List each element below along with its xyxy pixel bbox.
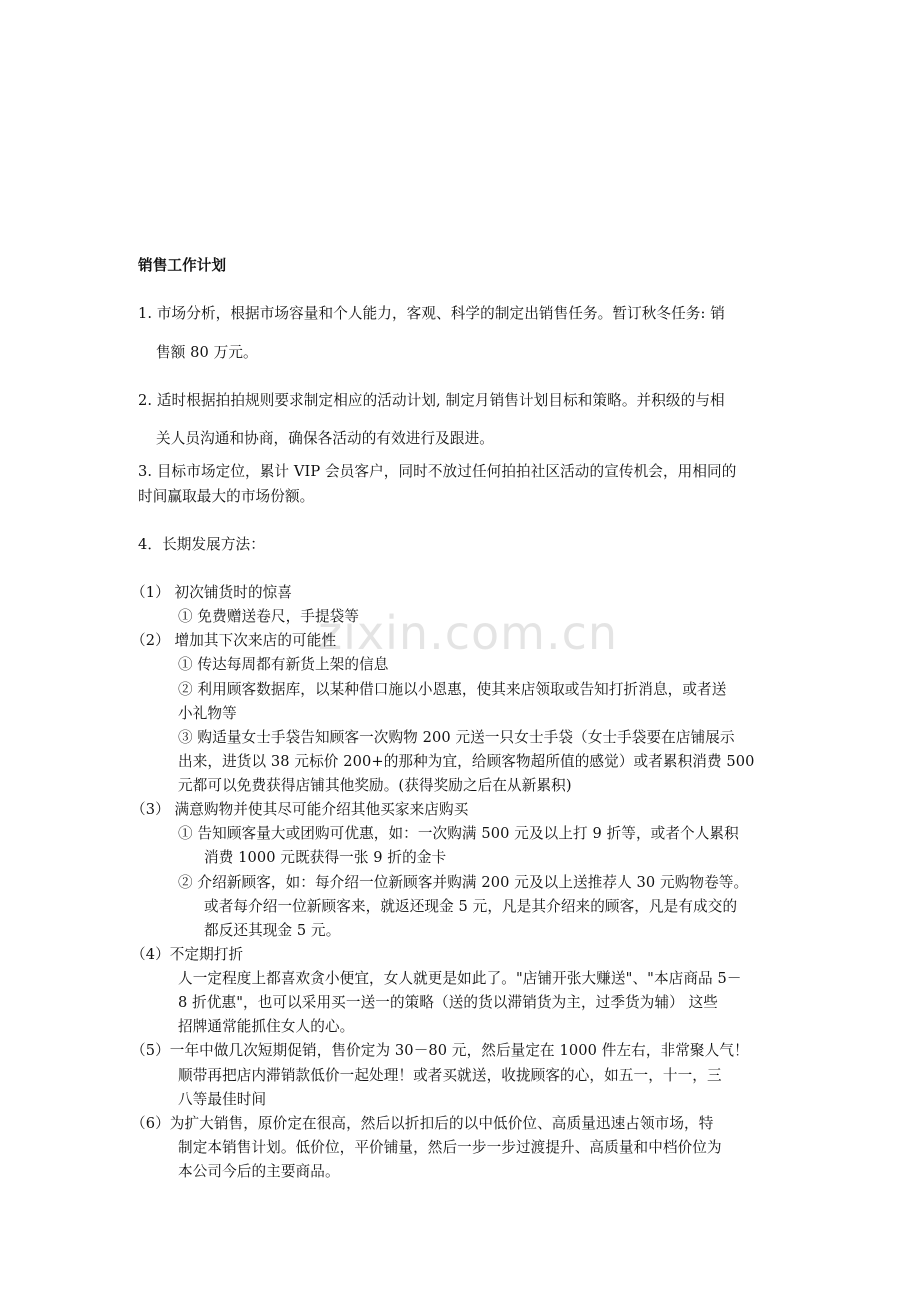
- list-item: （2） 增加其下次来店的可能性: [131, 632, 337, 649]
- list-item: 出来，进货以 38 元标价 200+的那种为宜，给顾客物超所值的感觉）或者累积消费 500: [178, 753, 755, 770]
- paragraph-line: 关人员沟通和协商，确保各活动的有效进行及跟进。: [156, 430, 494, 447]
- list-item: （5）一年中做几次短期促销，售价定为 30－80 元，然后量定在 1000 件左右，非常聚人气！: [131, 1042, 749, 1059]
- list-item: （4）不定期打折: [131, 946, 244, 963]
- list-item: 八等最佳时间: [178, 1091, 267, 1108]
- list-item: ① 告知顾客量大或团购可优惠，如：一次购满 500 元及以上打 9 折等，或者个人累积: [178, 825, 739, 842]
- list-item: 小礼物等: [178, 705, 237, 722]
- list-item: （6）为扩大销售，原价定在很高，然后以折扣后的以中低价位、高质量迅速占领市场，特: [131, 1115, 714, 1132]
- list-item: ① 传达每周都有新货上架的信息: [178, 656, 389, 673]
- watermark: zixin.com.cn: [318, 606, 619, 660]
- list-item: 制定本销售计划。低价位，平价铺量，然后一步一步过渡提升、高质量和中档价位为: [178, 1139, 722, 1156]
- document-title: 销售工作计划: [138, 257, 227, 274]
- paragraph-line: 1. 市场分析，根据市场容量和个人能力，客观、科学的制定出销售任务。暂订秋冬任务: 销: [138, 305, 725, 322]
- list-item: 元都可以免费获得店铺其他奖励。(获得奖励之后在从新累积): [178, 777, 572, 794]
- list-item: （3） 满意购物并使其尽可能介绍其他买家来店购买: [131, 801, 469, 818]
- list-item: 都反还其现金 5 元。: [204, 922, 341, 939]
- list-item: 本公司今后的主要商品。: [178, 1163, 340, 1180]
- list-item: ③ 购适量女士手袋告知顾客一次购物 200 元送一只女士手袋（女士手袋要在店铺展示: [178, 729, 735, 746]
- section-heading: 4．长期发展方法：: [138, 536, 265, 553]
- list-item: 顺带再把店内滞销款低价一起处理！或者买就送，收拢顾客的心，如五一，十一，三: [178, 1067, 722, 1084]
- list-item: 或者每介绍一位新顾客来，就返还现金 5 元，凡是其介绍来的顾客，凡是有成交的: [204, 898, 738, 915]
- list-item: ① 免费赠送卷尺，手提袋等: [178, 608, 360, 625]
- list-item: 消费 1000 元既获得一张 9 折的金卡: [204, 849, 447, 866]
- paragraph-line: 2. 适时根据拍拍规则要求制定相应的活动计划, 制定月销售计划目标和策略。并积级的与相: [138, 392, 725, 409]
- paragraph-line: 时间赢取最大的市场份额。: [138, 488, 315, 505]
- list-item: 8 折优惠"，也可以采用买一送一的策略（送的货以滞销货为主，过季货为辅） 这些: [178, 994, 718, 1011]
- list-item: 招牌通常能抓住女人的心。: [178, 1018, 355, 1035]
- paragraph-line: 售额 80 万元。: [156, 344, 258, 361]
- list-item: 人一定程度上都喜欢贪小便宜，女人就更是如此了。"店铺开张大赚送"、"本店商品 5－: [178, 970, 742, 987]
- list-item: （1） 初次铺货时的惊喜: [131, 584, 293, 601]
- list-item: ② 利用顾客数据库，以某种借口施以小恩惠，使其来店领取或告知打折消息，或者送: [178, 681, 727, 698]
- paragraph-line: 3. 目标市场定位，累计 VIP 会员客户，同时不放过任何拍拍社区活动的宣传机会，用相同的: [138, 463, 737, 480]
- list-item: ② 介绍新顾客，如：每介绍一位新顾客并购满 200 元及以上送推荐人 30 元购物卷等。: [178, 874, 749, 891]
